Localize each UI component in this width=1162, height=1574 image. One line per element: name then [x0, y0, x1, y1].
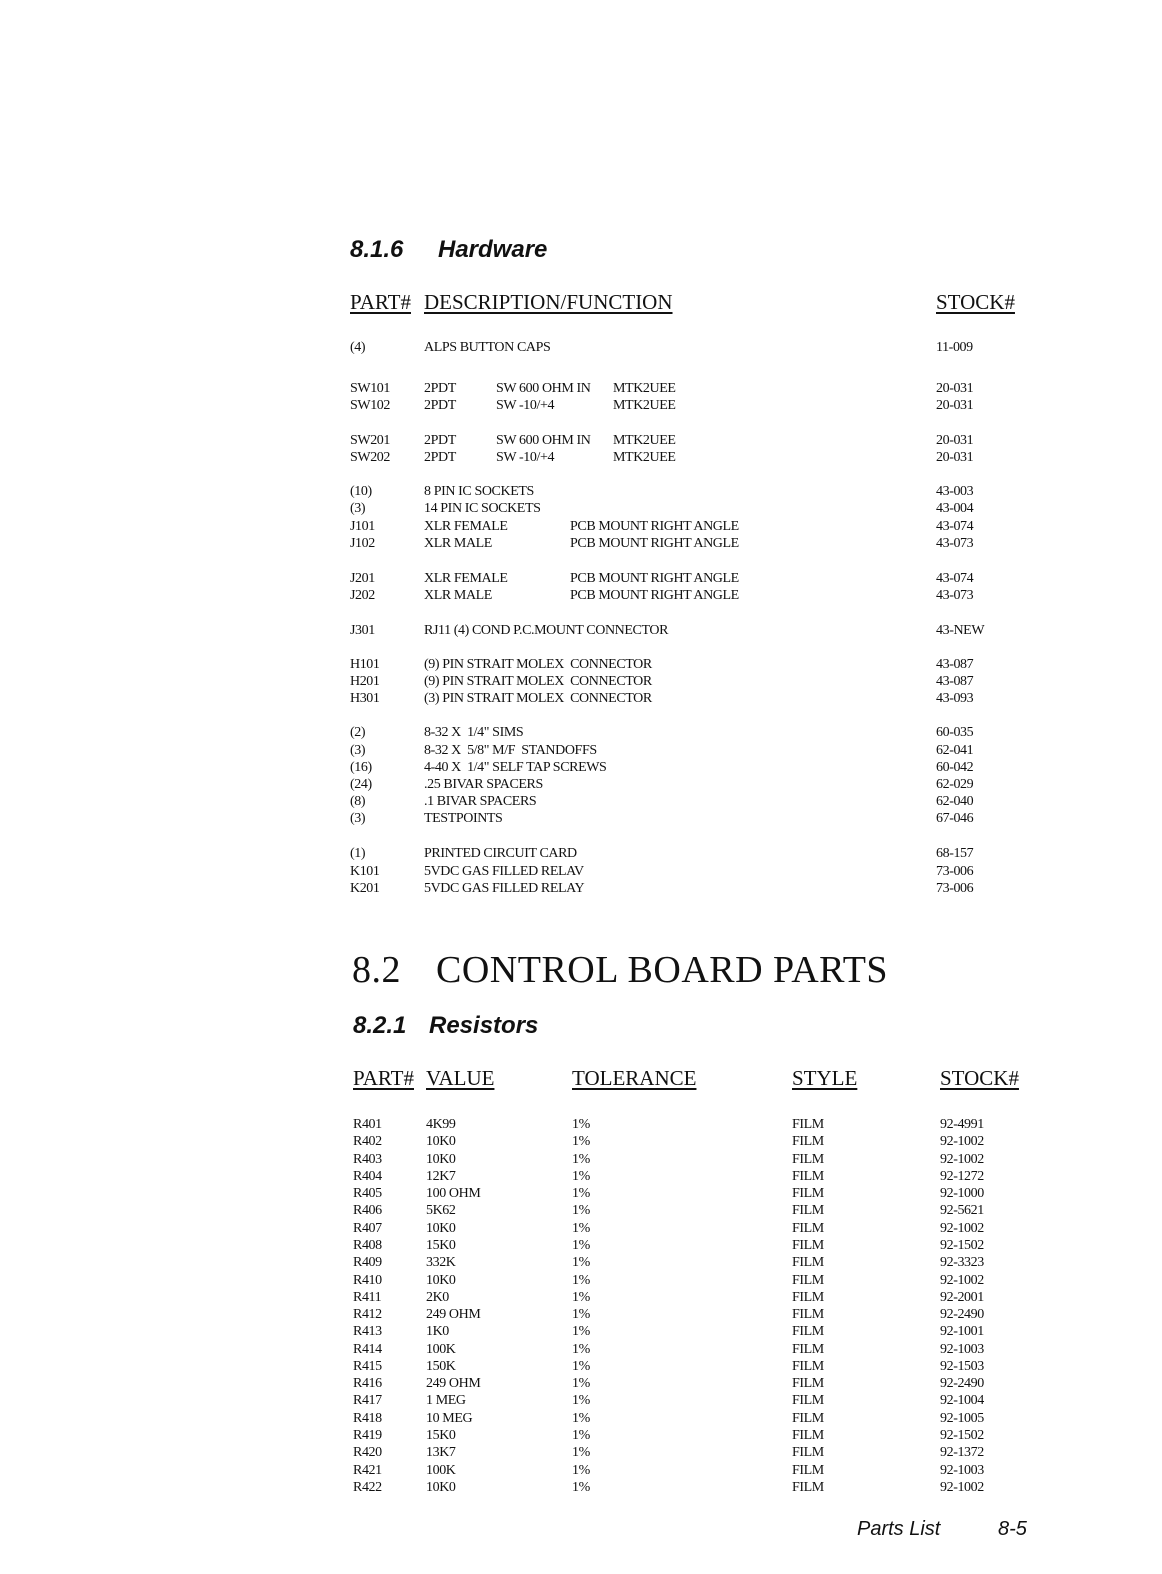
resistor-value: 100 OHM [426, 1186, 481, 1202]
resistor-tolerance: 1% [572, 1324, 590, 1340]
hardware-stock-number: 60-042 [936, 760, 974, 775]
hardware-part-number: (3) [350, 501, 366, 516]
control-section-number: 8.2 [352, 949, 401, 991]
resistor-tolerance: 1% [572, 1255, 590, 1271]
hardware-row [0, 657, 1162, 674]
hardware-stock-number: 73-006 [936, 864, 974, 879]
resistor-style: FILM [792, 1307, 824, 1323]
resistor-part-number: R405 [353, 1186, 382, 1202]
resistor-part-number: R410 [353, 1272, 382, 1288]
resistors-header-part: PART# [353, 1066, 414, 1090]
resistor-stock-number: 92-4991 [940, 1117, 984, 1132]
resistor-row [0, 1152, 1162, 1169]
hardware-description: TESTPOINTS [424, 811, 503, 826]
hardware-stock-number: 43-093 [936, 691, 974, 706]
resistor-row [0, 1221, 1162, 1238]
resistor-part-number: R402 [353, 1134, 382, 1150]
resistor-stock-number: 92-1003 [940, 1462, 984, 1478]
hardware-part-number: J201 [350, 571, 375, 586]
resistor-part-number: R413 [353, 1324, 382, 1340]
resistor-tolerance: 1% [572, 1479, 590, 1495]
resistor-row [0, 1273, 1162, 1290]
hardware-row [0, 725, 1162, 742]
hardware-description: 2PDT [424, 450, 456, 465]
resistor-value: 150K [426, 1358, 456, 1374]
hardware-stock-number: 43-074 [936, 519, 974, 534]
resistor-part-number: R406 [353, 1203, 382, 1219]
resistor-tolerance: 1% [572, 1220, 590, 1236]
resistor-style: FILM [792, 1393, 824, 1409]
resistor-style: FILM [792, 1445, 824, 1461]
hardware-row [0, 501, 1162, 518]
hardware-detail: PCB MOUNT RIGHT ANGLE [570, 571, 739, 586]
hardware-row [0, 777, 1162, 794]
resistor-tolerance: 1% [572, 1203, 590, 1219]
hardware-section-title: Hardware [438, 236, 548, 263]
hardware-part-number: H301 [350, 691, 380, 706]
hardware-description: ALPS BUTTON CAPS [424, 340, 551, 355]
hardware-row [0, 846, 1162, 863]
resistors-header-tolerance: TOLERANCE [572, 1066, 697, 1090]
hardware-row [0, 536, 1162, 553]
resistor-tolerance: 1% [572, 1151, 590, 1167]
resistor-style: FILM [792, 1237, 824, 1253]
resistor-row [0, 1359, 1162, 1376]
hardware-stock-number: 20-031 [936, 450, 974, 465]
hardware-header-description: DESCRIPTION/FUNCTION [424, 290, 673, 314]
resistor-tolerance: 1% [572, 1341, 590, 1357]
hardware-description: XLR MALE [424, 588, 492, 603]
resistor-value: 2K0 [426, 1289, 449, 1305]
resistor-row [0, 1411, 1162, 1428]
hardware-part-number: SW201 [350, 433, 391, 448]
resistor-value: 100K [426, 1462, 456, 1478]
resistor-part-number: R416 [353, 1376, 382, 1392]
resistor-stock-number: 92-1503 [940, 1358, 984, 1374]
hardware-part-number: (3) [350, 811, 366, 826]
hardware-stock-number: 43-087 [936, 657, 974, 672]
resistor-value: 249 OHM [426, 1376, 481, 1392]
hardware-part-number: (4) [350, 340, 366, 355]
resistor-row [0, 1324, 1162, 1341]
hardware-part-number: H101 [350, 657, 380, 672]
hardware-part-number: (3) [350, 743, 366, 758]
hardware-stock-number: 43-073 [936, 536, 974, 551]
hardware-description: .25 BIVAR SPACERS [424, 777, 543, 792]
resistor-part-number: R422 [353, 1479, 382, 1495]
resistor-style: FILM [792, 1117, 824, 1132]
hardware-stock-number: 43-NEW [936, 623, 985, 638]
hardware-part-number: K101 [350, 864, 380, 879]
resistor-part-number: R420 [353, 1445, 382, 1461]
hardware-part-number: J202 [350, 588, 375, 603]
resistor-style: FILM [792, 1462, 824, 1478]
hardware-row [0, 760, 1162, 777]
resistor-style: FILM [792, 1186, 824, 1202]
resistor-part-number: R407 [353, 1220, 382, 1236]
resistors-section-number: 8.2.1 [353, 1012, 407, 1039]
resistor-tolerance: 1% [572, 1134, 590, 1150]
hardware-part-number: (2) [350, 725, 366, 740]
hardware-detail: PCB MOUNT RIGHT ANGLE [570, 588, 739, 603]
hardware-detail: MTK2UEE [613, 450, 676, 465]
hardware-row [0, 484, 1162, 501]
hardware-stock-number: 62-029 [936, 777, 974, 792]
resistor-tolerance: 1% [572, 1376, 590, 1392]
resistor-tolerance: 1% [572, 1393, 590, 1409]
resistor-tolerance: 1% [572, 1117, 590, 1132]
resistor-row [0, 1480, 1162, 1497]
footer-page-number: 8-5 [998, 1518, 1027, 1540]
resistor-style: FILM [792, 1479, 824, 1495]
resistor-part-number: R411 [353, 1289, 382, 1305]
hardware-description: 4-40 X 1/4" SELF TAP SCREWS [424, 760, 607, 775]
resistor-row [0, 1186, 1162, 1203]
resistor-style: FILM [792, 1134, 824, 1150]
resistor-style: FILM [792, 1168, 824, 1184]
resistor-part-number: R419 [353, 1428, 382, 1444]
resistor-value: 1 MEG [426, 1393, 466, 1409]
resistor-value: 332K [426, 1255, 456, 1271]
resistor-row [0, 1307, 1162, 1324]
hardware-row [0, 398, 1162, 415]
hardware-row [0, 811, 1162, 828]
hardware-part-number: (8) [350, 794, 366, 809]
resistor-tolerance: 1% [572, 1272, 590, 1288]
hardware-part-number: J301 [350, 623, 375, 638]
hardware-part-number: (1) [350, 846, 366, 861]
resistor-stock-number: 92-1272 [940, 1168, 984, 1184]
hardware-description: PRINTED CIRCUIT CARD [424, 846, 577, 861]
hardware-row [0, 519, 1162, 536]
resistor-style: FILM [792, 1410, 824, 1426]
resistor-stock-number: 92-1003 [940, 1341, 984, 1357]
resistor-style: FILM [792, 1324, 824, 1340]
resistor-stock-number: 92-1005 [940, 1410, 984, 1426]
hardware-description: 5VDC GAS FILLED RELAV [424, 864, 584, 879]
hardware-row [0, 381, 1162, 398]
hardware-stock-number: 43-003 [936, 484, 974, 499]
hardware-description: 8-32 X 1/4" SIMS [424, 725, 524, 740]
resistor-style: FILM [792, 1203, 824, 1219]
hardware-header-stock: STOCK# [936, 290, 1015, 314]
resistor-stock-number: 92-2001 [940, 1289, 984, 1305]
hardware-row [0, 794, 1162, 811]
resistor-value: 5K62 [426, 1203, 456, 1219]
resistor-part-number: R414 [353, 1341, 382, 1357]
resistor-value: 15K0 [426, 1237, 456, 1253]
resistor-value: 10 MEG [426, 1410, 473, 1426]
resistor-row [0, 1428, 1162, 1445]
resistor-row [0, 1445, 1162, 1462]
resistor-value: 15K0 [426, 1428, 456, 1444]
resistor-stock-number: 92-1004 [940, 1393, 984, 1409]
resistor-stock-number: 92-1002 [940, 1220, 984, 1236]
resistors-header-stock: STOCK# [940, 1066, 1019, 1090]
hardware-stock-number: 20-031 [936, 398, 974, 413]
resistor-stock-number: 92-2490 [940, 1376, 984, 1392]
hardware-stock-number: 68-157 [936, 846, 974, 861]
resistor-value: 10K0 [426, 1272, 456, 1288]
resistor-stock-number: 92-1002 [940, 1134, 984, 1150]
resistor-style: FILM [792, 1151, 824, 1167]
resistor-row [0, 1376, 1162, 1393]
hardware-stock-number: 43-087 [936, 674, 974, 689]
resistor-row [0, 1290, 1162, 1307]
resistor-row [0, 1255, 1162, 1272]
hardware-description: 8-32 X 5/8" M/F STANDOFFS [424, 743, 597, 758]
resistor-part-number: R403 [353, 1151, 382, 1167]
resistor-part-number: R404 [353, 1168, 382, 1184]
resistor-stock-number: 92-2490 [940, 1307, 984, 1323]
resistor-value: 4K99 [426, 1117, 456, 1132]
hardware-function: SW -10/+4 [496, 450, 555, 465]
resistor-style: FILM [792, 1255, 824, 1271]
resistor-row [0, 1463, 1162, 1480]
hardware-description: 2PDT [424, 398, 456, 413]
hardware-row [0, 450, 1162, 467]
hardware-description: 8 PIN IC SOCKETS [424, 484, 534, 499]
resistors-section-title: Resistors [429, 1012, 539, 1039]
resistor-stock-number: 92-1002 [940, 1151, 984, 1167]
hardware-stock-number: 73-006 [936, 881, 974, 896]
resistor-stock-number: 92-1001 [940, 1324, 984, 1340]
resistor-value: 13K7 [426, 1445, 456, 1461]
resistor-style: FILM [792, 1341, 824, 1357]
resistor-style: FILM [792, 1358, 824, 1374]
hardware-stock-number: 20-031 [936, 381, 974, 396]
hardware-function: SW 600 OHM IN [496, 433, 591, 448]
resistor-stock-number: 92-1372 [940, 1445, 984, 1461]
hardware-description: 2PDT [424, 433, 456, 448]
hardware-stock-number: 62-041 [936, 743, 974, 758]
resistor-row [0, 1393, 1162, 1410]
resistor-style: FILM [792, 1272, 824, 1288]
resistor-stock-number: 92-1002 [940, 1479, 984, 1495]
resistor-tolerance: 1% [572, 1428, 590, 1444]
hardware-stock-number: 43-004 [936, 501, 974, 516]
hardware-header-part: PART# [350, 290, 411, 314]
hardware-row [0, 691, 1162, 708]
hardware-part-number: SW202 [350, 450, 391, 465]
hardware-stock-number: 20-031 [936, 433, 974, 448]
hardware-part-number: H201 [350, 674, 380, 689]
resistor-value: 100K [426, 1341, 456, 1357]
hardware-description: (3) PIN STRAIT MOLEX CONNECTOR [424, 691, 652, 706]
resistor-tolerance: 1% [572, 1186, 590, 1202]
hardware-row [0, 623, 1162, 640]
resistor-row [0, 1342, 1162, 1359]
hardware-part-number: SW101 [350, 381, 391, 396]
resistor-value: 249 OHM [426, 1307, 481, 1323]
hardware-description: 14 PIN IC SOCKETS [424, 501, 541, 516]
hardware-description: XLR FEMALE [424, 519, 508, 534]
hardware-part-number: SW102 [350, 398, 391, 413]
resistor-tolerance: 1% [572, 1307, 590, 1323]
hardware-section-number: 8.1.6 [350, 236, 404, 263]
resistor-tolerance: 1% [572, 1445, 590, 1461]
hardware-description: RJ11 (4) COND P.C.MOUNT CONNECTOR [424, 623, 669, 638]
resistor-value: 10K0 [426, 1151, 456, 1167]
resistor-tolerance: 1% [572, 1168, 590, 1184]
hardware-detail: PCB MOUNT RIGHT ANGLE [570, 519, 739, 534]
resistor-value: 10K0 [426, 1220, 456, 1236]
resistor-part-number: R417 [353, 1393, 382, 1409]
hardware-function: SW 600 OHM IN [496, 381, 591, 396]
hardware-part-number: J101 [350, 519, 375, 534]
hardware-description: 5VDC GAS FILLED RELAY [424, 881, 585, 896]
resistor-stock-number: 92-1000 [940, 1186, 984, 1202]
hardware-description: XLR MALE [424, 536, 492, 551]
resistor-style: FILM [792, 1289, 824, 1305]
resistor-style: FILM [792, 1220, 824, 1236]
resistor-row [0, 1238, 1162, 1255]
resistor-row [0, 1169, 1162, 1186]
hardware-stock-number: 62-040 [936, 794, 974, 809]
hardware-part-number: K201 [350, 881, 380, 896]
hardware-description: (9) PIN STRAIT MOLEX CONNECTOR [424, 657, 652, 672]
resistor-stock-number: 92-1002 [940, 1272, 984, 1288]
hardware-part-number: (10) [350, 484, 372, 499]
hardware-detail: MTK2UEE [613, 398, 676, 413]
resistor-stock-number: 92-5621 [940, 1203, 984, 1219]
hardware-row [0, 674, 1162, 691]
hardware-part-number: (24) [350, 777, 372, 792]
resistor-row [0, 1134, 1162, 1151]
resistor-part-number: R408 [353, 1237, 382, 1253]
footer-title: Parts List [857, 1518, 941, 1540]
hardware-heading [350, 236, 547, 264]
resistor-tolerance: 1% [572, 1237, 590, 1253]
resistor-tolerance: 1% [572, 1289, 590, 1305]
hardware-row [0, 864, 1162, 881]
resistor-part-number: R412 [353, 1307, 382, 1323]
hardware-stock-number: 60-035 [936, 725, 974, 740]
resistor-tolerance: 1% [572, 1410, 590, 1426]
resistor-stock-number: 92-1502 [940, 1237, 984, 1253]
resistor-part-number: R415 [353, 1358, 382, 1374]
hardware-part-number: J102 [350, 536, 375, 551]
resistor-part-number: R418 [353, 1410, 382, 1426]
hardware-description: (9) PIN STRAIT MOLEX CONNECTOR [424, 674, 652, 689]
resistor-part-number: R401 [353, 1117, 382, 1132]
resistor-tolerance: 1% [572, 1462, 590, 1478]
resistor-part-number: R421 [353, 1462, 382, 1478]
hardware-row [0, 571, 1162, 588]
resistor-value: 10K0 [426, 1134, 456, 1150]
hardware-stock-number: 43-074 [936, 571, 974, 586]
hardware-detail: MTK2UEE [613, 433, 676, 448]
hardware-stock-number: 11-009 [936, 340, 973, 355]
resistor-value: 1K0 [426, 1324, 449, 1340]
hardware-stock-number: 43-073 [936, 588, 974, 603]
resistor-style: FILM [792, 1428, 824, 1444]
resistor-row [0, 1117, 1162, 1134]
resistors-heading [353, 1012, 538, 1040]
hardware-stock-number: 67-046 [936, 811, 974, 826]
hardware-row [0, 743, 1162, 760]
control-section-title: CONTROL BOARD PARTS [436, 949, 889, 991]
control-heading [352, 948, 888, 992]
hardware-part-number: (16) [350, 760, 372, 775]
resistors-header-style: STYLE [792, 1066, 858, 1090]
resistor-value: 10K0 [426, 1479, 456, 1495]
resistors-header-value: VALUE [426, 1066, 495, 1090]
hardware-description: .1 BIVAR SPACERS [424, 794, 537, 809]
hardware-description: 2PDT [424, 381, 456, 396]
resistor-tolerance: 1% [572, 1358, 590, 1374]
resistor-part-number: R409 [353, 1255, 382, 1271]
resistor-style: FILM [792, 1376, 824, 1392]
resistor-value: 12K7 [426, 1168, 456, 1184]
resistor-row [0, 1203, 1162, 1220]
hardware-row [0, 881, 1162, 898]
resistor-stock-number: 92-3323 [940, 1255, 984, 1271]
hardware-row [0, 433, 1162, 450]
hardware-detail: MTK2UEE [613, 381, 676, 396]
hardware-function: SW -10/+4 [496, 398, 555, 413]
hardware-row [0, 588, 1162, 605]
hardware-row [0, 340, 1162, 357]
hardware-description: XLR FEMALE [424, 571, 508, 586]
resistor-stock-number: 92-1502 [940, 1428, 984, 1444]
hardware-detail: PCB MOUNT RIGHT ANGLE [570, 536, 739, 551]
